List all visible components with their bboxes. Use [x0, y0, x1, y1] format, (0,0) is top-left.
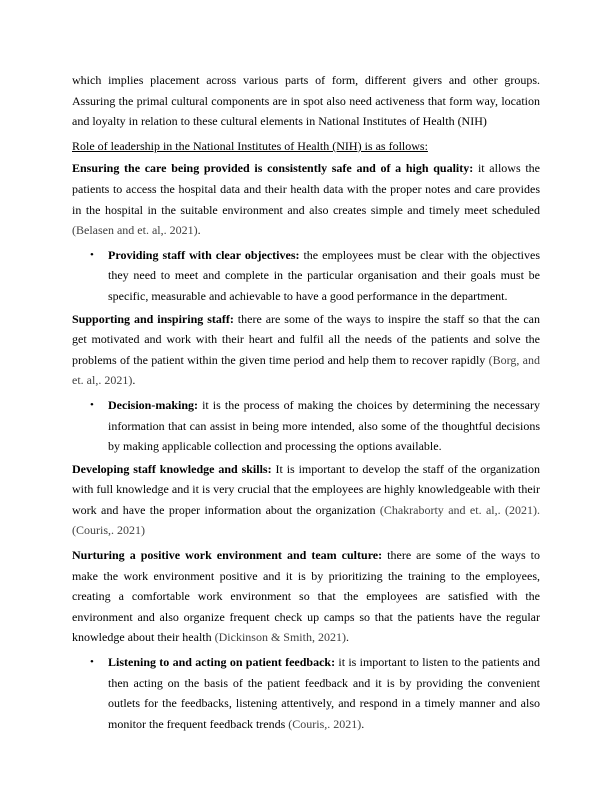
list-item-decision-making	[72, 395, 540, 457]
paragraph-end: .	[345, 630, 349, 645]
list-item-lead: Listening to and acting on patient feedback:	[108, 655, 336, 670]
list-item-end: .	[361, 716, 365, 731]
paragraph-text: It is important to develop the staff of the organization with full knowledge and it is very crucial that the employees are highly knowledgeable with their work and have the proper information about the organization	[72, 461, 540, 517]
citation: (Borg, and et. al,. 2021)	[72, 352, 541, 388]
bullet-list	[72, 652, 540, 734]
paragraph-text: there are some of the ways to make the work environment positive and it is by prioritizing the training to the employees, creating a comfortable work environment so that the employees are satisfied with the environment and also organize frequent check up camps so that the patients have the regular knowledge about their health	[72, 548, 540, 645]
paragraph-end: .	[197, 223, 201, 238]
paragraph-lead: Nurturing a positive work environment and team culture:	[72, 548, 383, 563]
paragraph-text: there are some of the ways to inspire the staff so that the can get motivated and work with their heart and fulfil all the needs of the patients and solve the problems of the patient within the given time period and help them to recover rapidly	[72, 311, 540, 367]
list-item-lead: Providing staff with clear objectives:	[108, 247, 300, 262]
paragraph-work-environment	[72, 545, 540, 648]
paragraph-care-quality	[72, 158, 540, 240]
paragraph-text: it allows the patients to access the hospital data and their health data with the proper notes and care provides in the hospital in the suitable environment and also creates simple and timely meet scheduled	[72, 161, 540, 217]
bullet-icon: •	[90, 248, 94, 261]
list-item-clear-objectives	[72, 245, 540, 307]
bullet-list	[72, 395, 540, 457]
document-page	[72, 70, 540, 736]
citation: (Dickinson & Smith, 2021)	[214, 630, 346, 645]
list-item-lead: Decision-making:	[108, 397, 198, 412]
bullet-icon: •	[90, 656, 94, 669]
list-item-patient-feedback	[72, 652, 540, 734]
bullet-list	[72, 245, 540, 307]
intro-text: which implies placement across various parts of form, different givers and other groups. Assuring the primal cultural components are in spot also need activeness that form way, location and loyalty in relation to these cultural elements in National Institutes of Health (NIH)	[72, 73, 540, 129]
list-item-text: it is the process of making the choices by determining the necessary information that can assist in being more intended, also some of the thoughtful decisions by making applicable collection and processing the options available.	[108, 397, 540, 454]
list-item-text: the employees must be clear with the objectives they need to meet and complete in the particular organisation and their goals must be specific, measurable and achievable to have a good performance in the department.	[108, 247, 540, 303]
paragraph-end: .	[132, 373, 136, 388]
intro-paragraph	[72, 70, 540, 132]
list-item-text: it is important to listen to the patients and then acting on the basis of the patient feedback and it is by providing the convenient outlets for the feedbacks, listening attentively, and respond in a timely manner and also monitor the frequent feedback trends	[108, 655, 540, 731]
paragraph-lead: Supporting and inspiring staff:	[72, 311, 234, 326]
paragraph-inspiring-staff	[72, 309, 540, 391]
citation: (Belasen and et. al,. 2021)	[72, 223, 198, 238]
paragraph-lead: Developing staff knowledge and skills:	[72, 461, 272, 476]
paragraph-staff-knowledge	[72, 459, 540, 541]
paragraph-lead: Ensuring the care being provided is consistently safe and of a high quality:	[72, 161, 474, 176]
section-heading: Role of leadership in the National Institutes of Health (NIH) is as follows:	[72, 138, 428, 153]
bullet-icon: •	[90, 398, 94, 411]
citation: (Chakraborty and et. al,. (2021). (Couris,. 2021)	[72, 502, 540, 538]
citation: (Couris,. 2021)	[288, 716, 362, 731]
